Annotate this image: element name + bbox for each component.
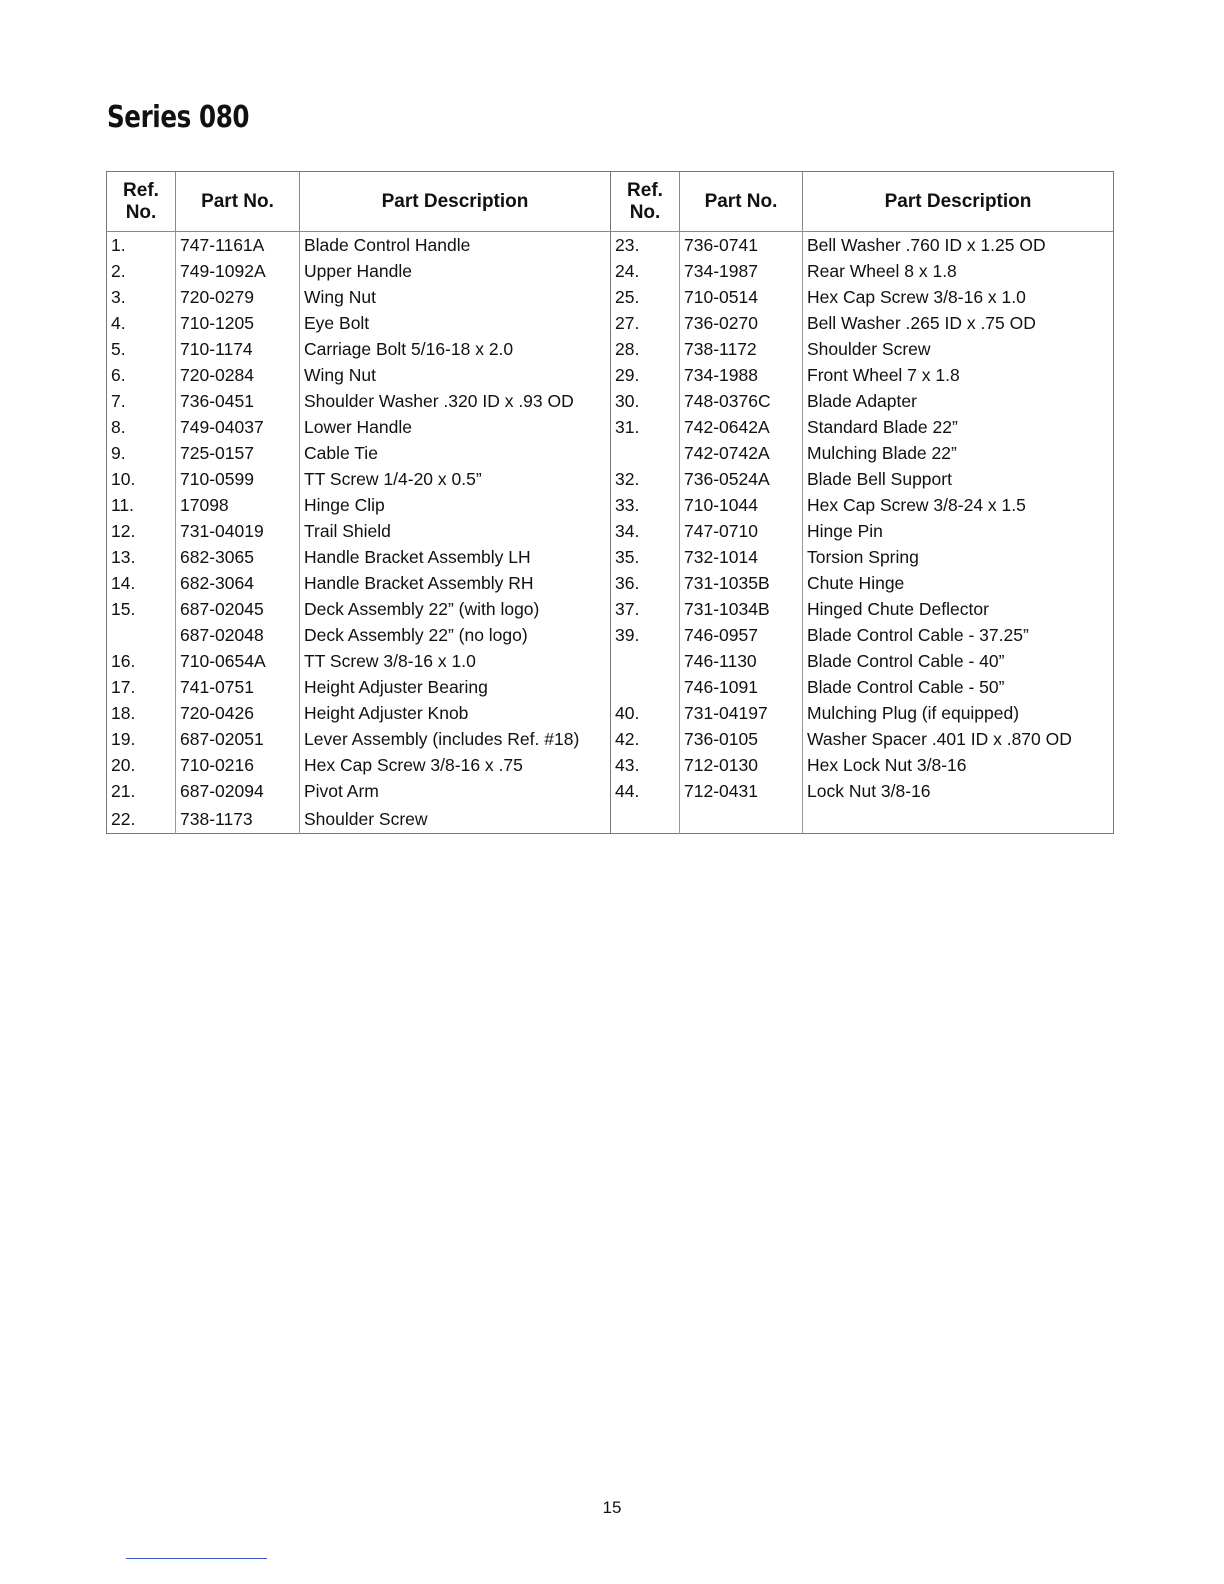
part-no-cell: 738-1173	[176, 804, 300, 834]
table-row	[611, 700, 1114, 726]
part-no-cell: 742-0642A	[680, 414, 803, 440]
page-title: Series 080	[107, 100, 250, 135]
ref-no-cell: 3.	[107, 284, 176, 310]
part-description-cell: Hex Cap Screw 3/8-16 x .75	[304, 755, 523, 775]
table-row	[611, 804, 1114, 834]
table-row	[611, 778, 1114, 804]
part-description-cell: Blade Control Handle	[304, 235, 471, 255]
part-description-cell: Handle Bracket Assembly LH	[304, 547, 531, 567]
part-no-cell: 731-04019	[176, 518, 300, 544]
ref-no-cell: 27.	[611, 310, 680, 336]
parts-table-left-body	[107, 232, 611, 834]
footer-rule	[126, 1558, 267, 1559]
part-no-cell: 710-0216	[176, 752, 300, 778]
table-header-row	[107, 172, 611, 232]
part-no-cell: 710-1205	[176, 310, 300, 336]
part-description-cell: Hinge Pin	[807, 521, 883, 541]
ref-no-cell: 7.	[107, 388, 176, 414]
table-row	[107, 752, 611, 778]
part-no-cell: 682-3064	[176, 570, 300, 596]
table-row	[611, 648, 1114, 674]
part-description-cell: Hex Cap Screw 3/8-16 x 1.0	[807, 287, 1026, 307]
ref-no-cell: 32.	[611, 466, 680, 492]
part-description-cell: Mulching Blade 22”	[807, 443, 957, 463]
table-row	[107, 570, 611, 596]
table-row	[611, 232, 1114, 259]
table-row	[611, 492, 1114, 518]
ref-no-cell: 23.	[611, 232, 680, 259]
part-description-cell: Eye Bolt	[304, 313, 370, 333]
ref-no-cell: 18.	[107, 700, 176, 726]
part-no-cell: 720-0426	[176, 700, 300, 726]
part-no-cell: 736-0741	[680, 232, 803, 259]
part-description-cell: Height Adjuster Knob	[304, 703, 469, 723]
part-no-cell: 731-04197	[680, 700, 803, 726]
part-no-cell: 712-0130	[680, 752, 803, 778]
part-description-cell: Torsion Spring	[807, 547, 919, 567]
part-description-header: Part Description	[300, 172, 611, 232]
table-row	[107, 232, 611, 259]
part-no-cell: 734-1988	[680, 362, 803, 388]
ref-no-cell: 19.	[107, 726, 176, 752]
parts-table-right-body	[611, 232, 1114, 834]
ref-no-cell: 9.	[107, 440, 176, 466]
part-description-cell: Deck Assembly 22” (no logo)	[304, 625, 528, 645]
ref-no-cell: 42.	[611, 726, 680, 752]
part-description-cell: TT Screw 1/4-20 x 0.5”	[304, 469, 482, 489]
ref-no-cell: 33.	[611, 492, 680, 518]
part-description-cell: Carriage Bolt 5/16-18 x 2.0	[304, 339, 514, 359]
part-description-cell: Hinged Chute Deflector	[807, 599, 989, 619]
ref-no-cell: 22.	[107, 804, 176, 834]
part-no-cell: 687-02048	[176, 622, 300, 648]
part-description-cell: Blade Control Cable - 37.25”	[807, 625, 1029, 645]
ref-no-cell: 43.	[611, 752, 680, 778]
part-no-cell: 710-0654A	[176, 648, 300, 674]
ref-no-cell: 17.	[107, 674, 176, 700]
part-description-cell: Shoulder Screw	[304, 808, 428, 829]
table-row	[107, 726, 611, 752]
part-description-cell: Blade Control Cable - 50”	[807, 677, 1005, 697]
table-row	[611, 544, 1114, 570]
part-description-cell: Wing Nut	[304, 287, 376, 307]
part-description-cell: Front Wheel 7 x 1.8	[807, 365, 960, 385]
part-no-cell: 748-0376C	[680, 388, 803, 414]
table-row	[611, 466, 1114, 492]
table-row	[611, 570, 1114, 596]
part-no-cell: 732-1014	[680, 544, 803, 570]
ref-no-cell: 11.	[107, 492, 176, 518]
part-description-cell: Chute Hinge	[807, 573, 905, 593]
part-no-cell: 710-1044	[680, 492, 803, 518]
table-row	[107, 518, 611, 544]
table-row	[611, 336, 1114, 362]
part-description-cell: Hex Lock Nut 3/8-16	[807, 755, 967, 775]
part-description-cell: Hinge Clip	[304, 495, 385, 515]
table-row	[611, 596, 1114, 622]
table-row	[611, 622, 1114, 648]
ref-no-cell: 16.	[107, 648, 176, 674]
table-row	[107, 310, 611, 336]
ref-no-cell: 37.	[611, 596, 680, 622]
table-row	[107, 622, 611, 648]
parts-table-right	[610, 171, 1114, 834]
part-no-cell: 712-0431	[680, 778, 803, 804]
part-description-cell: Pivot Arm	[304, 781, 379, 801]
ref-no-cell: 34.	[611, 518, 680, 544]
part-description-cell: Blade Bell Support	[807, 469, 952, 489]
table-row	[611, 440, 1114, 466]
ref-no-header: Ref. No.	[107, 172, 176, 232]
part-no-cell: 731-1034B	[680, 596, 803, 622]
part-no-cell	[680, 804, 803, 834]
part-description-cell: Lower Handle	[304, 417, 412, 437]
ref-no-cell: 44.	[611, 778, 680, 804]
ref-no-cell: 31.	[611, 414, 680, 440]
ref-no-cell: 21.	[107, 778, 176, 804]
table-row	[611, 284, 1114, 310]
part-description-cell: Handle Bracket Assembly RH	[304, 573, 534, 593]
part-no-cell: 687-02094	[176, 778, 300, 804]
part-description-cell: Hex Cap Screw 3/8-24 x 1.5	[807, 495, 1026, 515]
table-row	[107, 362, 611, 388]
ref-no-cell: 14.	[107, 570, 176, 596]
ref-no-cell: 1.	[107, 232, 176, 259]
ref-no-cell: 29.	[611, 362, 680, 388]
part-description-cell: Blade Control Cable - 40”	[807, 651, 1005, 671]
ref-no-cell: 12.	[107, 518, 176, 544]
part-no-cell: 710-0599	[176, 466, 300, 492]
part-no-cell: 741-0751	[176, 674, 300, 700]
part-no-cell: 736-0524A	[680, 466, 803, 492]
part-description-cell: Trail Shield	[304, 521, 391, 541]
part-no-cell: 746-0957	[680, 622, 803, 648]
table-row	[107, 336, 611, 362]
table-row	[107, 596, 611, 622]
ref-no-header: Ref. No.	[611, 172, 680, 232]
table-row	[107, 440, 611, 466]
part-description-cell: Lock Nut 3/8-16	[807, 781, 931, 801]
table-row	[107, 648, 611, 674]
part-no-cell: 710-0514	[680, 284, 803, 310]
parts-table-left	[106, 171, 611, 834]
table-row	[611, 752, 1114, 778]
part-description-cell: Lever Assembly (includes Ref. #18)	[304, 729, 580, 749]
part-no-cell: 742-0742A	[680, 440, 803, 466]
part-no-cell: 736-0105	[680, 726, 803, 752]
ref-no-cell: 8.	[107, 414, 176, 440]
ref-no-cell: 15.	[107, 596, 176, 622]
part-no-cell: 749-1092A	[176, 258, 300, 284]
part-no-cell: 747-1161A	[176, 232, 300, 259]
table-row	[107, 544, 611, 570]
table-row	[107, 466, 611, 492]
table-row	[611, 388, 1114, 414]
ref-no-cell: 4.	[107, 310, 176, 336]
part-no-cell: 731-1035B	[680, 570, 803, 596]
ref-no-cell: 20.	[107, 752, 176, 778]
part-description-cell: TT Screw 3/8-16 x 1.0	[304, 651, 476, 671]
ref-no-cell: 28.	[611, 336, 680, 362]
ref-no-cell: 2.	[107, 258, 176, 284]
part-description-cell: Standard Blade 22”	[807, 417, 958, 437]
part-no-cell: 746-1091	[680, 674, 803, 700]
part-description-cell: Deck Assembly 22” (with logo)	[304, 599, 540, 619]
table-row	[611, 674, 1114, 700]
part-description-cell: Shoulder Screw	[807, 339, 931, 359]
part-description-cell: Upper Handle	[304, 261, 412, 281]
ref-no-cell: 30.	[611, 388, 680, 414]
part-no-cell: 687-02045	[176, 596, 300, 622]
part-description-cell	[803, 804, 1114, 834]
part-description-cell: Height Adjuster Bearing	[304, 677, 488, 697]
table-row	[611, 518, 1114, 544]
part-no-cell: 687-02051	[176, 726, 300, 752]
part-description-cell: Blade Adapter	[807, 391, 917, 411]
part-description-cell: Mulching Plug (if equipped)	[807, 703, 1020, 723]
part-no-cell: 710-1174	[176, 336, 300, 362]
part-no-header: Part No.	[680, 172, 803, 232]
part-no-cell: 720-0279	[176, 284, 300, 310]
part-no-cell: 736-0270	[680, 310, 803, 336]
table-row	[107, 284, 611, 310]
part-no-cell: 725-0157	[176, 440, 300, 466]
table-row	[107, 414, 611, 440]
table-row	[107, 700, 611, 726]
ref-no-cell: 25.	[611, 284, 680, 310]
table-row	[107, 778, 611, 804]
ref-no-cell: 10.	[107, 466, 176, 492]
part-no-header: Part No.	[176, 172, 300, 232]
table-row	[107, 804, 611, 834]
part-no-cell: 736-0451	[176, 388, 300, 414]
ref-no-cell	[107, 622, 176, 648]
table-row	[611, 362, 1114, 388]
ref-no-cell: 39.	[611, 622, 680, 648]
page-number: 15	[602, 1498, 622, 1517]
table-row	[107, 258, 611, 284]
table-row	[611, 310, 1114, 336]
part-no-cell: 749-04037	[176, 414, 300, 440]
table-row	[107, 674, 611, 700]
ref-no-cell: 5.	[107, 336, 176, 362]
table-row	[611, 726, 1114, 752]
ref-no-cell: 13.	[107, 544, 176, 570]
table-row	[107, 388, 611, 414]
part-no-cell: 734-1987	[680, 258, 803, 284]
part-no-cell: 682-3065	[176, 544, 300, 570]
ref-no-cell: 36.	[611, 570, 680, 596]
table-row	[107, 492, 611, 518]
ref-no-cell	[611, 804, 680, 834]
ref-no-cell	[611, 440, 680, 466]
ref-no-cell	[611, 648, 680, 674]
table-header-row	[611, 172, 1114, 232]
table-row	[611, 258, 1114, 284]
ref-no-cell: 40.	[611, 700, 680, 726]
ref-no-cell: 6.	[107, 362, 176, 388]
part-description-header: Part Description	[803, 172, 1114, 232]
ref-no-cell: 24.	[611, 258, 680, 284]
ref-no-cell: 35.	[611, 544, 680, 570]
part-description-cell: Cable Tie	[304, 443, 378, 463]
part-no-cell: 746-1130	[680, 648, 803, 674]
ref-no-cell	[611, 674, 680, 700]
part-no-cell: 747-0710	[680, 518, 803, 544]
part-no-cell: 738-1172	[680, 336, 803, 362]
part-description-cell: Wing Nut	[304, 365, 376, 385]
table-row	[611, 414, 1114, 440]
part-no-cell: 17098	[176, 492, 300, 518]
part-description-cell: Rear Wheel 8 x 1.8	[807, 261, 957, 281]
part-description-cell: Shoulder Washer .320 ID x .93 OD	[304, 391, 574, 411]
part-description-cell: Bell Washer .760 ID x 1.25 OD	[807, 235, 1046, 255]
part-no-cell: 720-0284	[176, 362, 300, 388]
part-description-cell: Bell Washer .265 ID x .75 OD	[807, 313, 1036, 333]
part-description-cell: Washer Spacer .401 ID x .870 OD	[807, 729, 1072, 749]
